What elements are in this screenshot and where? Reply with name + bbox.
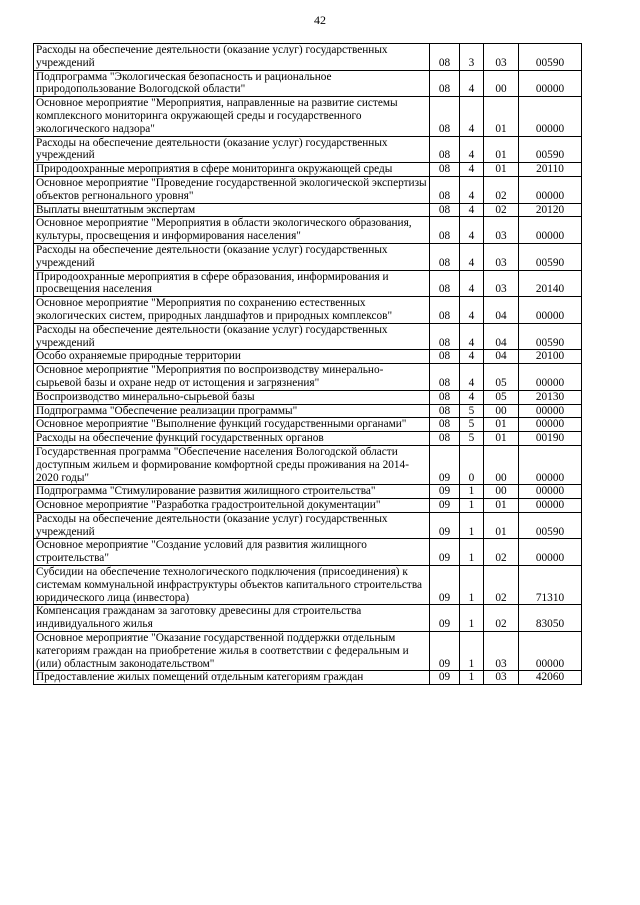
- table-body: [34, 44, 582, 685]
- row-name-cell: Расходы на обеспечение деятельности (оказание услуг) государственных учреждений: [34, 44, 430, 71]
- section-code-cell: 09: [430, 485, 460, 499]
- expense-code-cell: 00590: [519, 323, 582, 350]
- subprogram-code-cell: 4: [460, 350, 484, 364]
- row-name-cell: Подпрограмма "Экологическая безопасность и рациональное природопользование Вологодской области": [34, 70, 430, 97]
- row-name-cell: Основное мероприятие "Разработка градостроительной документации": [34, 499, 430, 513]
- expense-code-cell: 00000: [519, 70, 582, 97]
- table-row: [34, 499, 582, 513]
- table-row: [34, 671, 582, 685]
- section-code-cell: 08: [430, 136, 460, 163]
- event-code-cell: 03: [484, 632, 519, 671]
- subprogram-code-cell: 4: [460, 364, 484, 391]
- table-row: [34, 539, 582, 566]
- section-code-cell: 09: [430, 671, 460, 685]
- table-row: [34, 432, 582, 446]
- section-code-cell: 08: [430, 432, 460, 446]
- subprogram-code-cell: 1: [460, 539, 484, 566]
- event-code-cell: 01: [484, 163, 519, 177]
- table-row: [34, 418, 582, 432]
- subprogram-code-cell: 4: [460, 97, 484, 136]
- table-row: [34, 97, 582, 136]
- row-name-cell: Подпрограмма "Обеспечение реализации программы": [34, 404, 430, 418]
- table-row: [34, 270, 582, 297]
- table-row: [34, 203, 582, 217]
- event-code-cell: 05: [484, 390, 519, 404]
- event-code-cell: 01: [484, 136, 519, 163]
- table-row: [34, 445, 582, 484]
- row-name-cell: Особо охраняемые природные территории: [34, 350, 430, 364]
- event-code-cell: 05: [484, 364, 519, 391]
- subprogram-code-cell: 1: [460, 605, 484, 632]
- section-code-cell: 08: [430, 270, 460, 297]
- section-code-cell: 08: [430, 243, 460, 270]
- event-code-cell: 02: [484, 539, 519, 566]
- row-name-cell: Основное мероприятие "Оказание государственной поддержки отдельным категориям граждан на приобретение жилья в соответствии с федеральным и (или) областным законодательством": [34, 632, 430, 671]
- section-code-cell: 09: [430, 512, 460, 539]
- expense-code-cell: 00000: [519, 418, 582, 432]
- section-code-cell: 08: [430, 97, 460, 136]
- table-row: [34, 297, 582, 324]
- event-code-cell: 00: [484, 445, 519, 484]
- table-row: [34, 605, 582, 632]
- row-name-cell: Компенсация гражданам за заготовку древесины для строительства индивидуального жилья: [34, 605, 430, 632]
- row-name-cell: Природоохранные мероприятия в сфере мониторинга окружающей среды: [34, 163, 430, 177]
- expense-code-cell: 00000: [519, 499, 582, 513]
- row-name-cell: Субсидии на обеспечение технологического подключения (присоединения) к системам коммунальной инфраструктуры объектов капитального строительства юридического лица (инвестора): [34, 566, 430, 605]
- event-code-cell: 03: [484, 243, 519, 270]
- row-name-cell: Основное мероприятие "Проведение государственной экологической экспертизы объектов регнонального уровня": [34, 176, 430, 203]
- subprogram-code-cell: 5: [460, 432, 484, 446]
- table-row: [34, 512, 582, 539]
- table-row: [34, 243, 582, 270]
- event-code-cell: 02: [484, 176, 519, 203]
- event-code-cell: 03: [484, 44, 519, 71]
- event-code-cell: 01: [484, 97, 519, 136]
- budget-classification-table: [33, 43, 582, 685]
- expense-code-cell: 00000: [519, 364, 582, 391]
- event-code-cell: 00: [484, 485, 519, 499]
- event-code-cell: 01: [484, 418, 519, 432]
- row-name-cell: Основное мероприятие "Мероприятия, направленные на развитие системы комплексного мониторинга окружающей среды и государственного экологического надзора": [34, 97, 430, 136]
- expense-code-cell: 00590: [519, 44, 582, 71]
- row-name-cell: Основное мероприятие "Мероприятия в области экологического образования, культуры, просвещения и информирования населения": [34, 217, 430, 244]
- event-code-cell: 04: [484, 350, 519, 364]
- subprogram-code-cell: 1: [460, 499, 484, 513]
- section-code-cell: 08: [430, 418, 460, 432]
- expense-code-cell: 00000: [519, 632, 582, 671]
- section-code-cell: 09: [430, 445, 460, 484]
- expense-code-cell: 20100: [519, 350, 582, 364]
- row-name-cell: Воспроизводство минерально-сырьевой базы: [34, 390, 430, 404]
- table-row: [34, 404, 582, 418]
- subprogram-code-cell: 4: [460, 136, 484, 163]
- event-code-cell: 01: [484, 499, 519, 513]
- event-code-cell: 03: [484, 270, 519, 297]
- section-code-cell: 08: [430, 44, 460, 71]
- subprogram-code-cell: 4: [460, 176, 484, 203]
- table-row: [34, 217, 582, 244]
- expense-code-cell: 20120: [519, 203, 582, 217]
- row-name-cell: Государственная программа "Обеспечение населения Вологодской области доступным жильем и формирование комфортной среды проживания на 2014-2020 годы": [34, 445, 430, 484]
- subprogram-code-cell: 1: [460, 632, 484, 671]
- expense-code-cell: 00590: [519, 243, 582, 270]
- expense-code-cell: 00000: [519, 445, 582, 484]
- event-code-cell: 03: [484, 671, 519, 685]
- section-code-cell: 09: [430, 632, 460, 671]
- subprogram-code-cell: 3: [460, 44, 484, 71]
- event-code-cell: 02: [484, 605, 519, 632]
- row-name-cell: Расходы на обеспечение деятельности (оказание услуг) государственных учреждений: [34, 323, 430, 350]
- expense-code-cell: 00590: [519, 136, 582, 163]
- row-name-cell: Природоохранные мероприятия в сфере образования, информирования и просвещения населения: [34, 270, 430, 297]
- section-code-cell: 08: [430, 203, 460, 217]
- section-code-cell: 08: [430, 176, 460, 203]
- table-row: [34, 364, 582, 391]
- expense-code-cell: 00000: [519, 297, 582, 324]
- table-row: [34, 485, 582, 499]
- table-row: [34, 323, 582, 350]
- expense-code-cell: 71310: [519, 566, 582, 605]
- subprogram-code-cell: 1: [460, 485, 484, 499]
- expense-code-cell: 00190: [519, 432, 582, 446]
- expense-code-cell: 00000: [519, 217, 582, 244]
- section-code-cell: 08: [430, 350, 460, 364]
- event-code-cell: 03: [484, 217, 519, 244]
- expense-code-cell: 00590: [519, 512, 582, 539]
- subprogram-code-cell: 4: [460, 270, 484, 297]
- subprogram-code-cell: 4: [460, 163, 484, 177]
- expense-code-cell: 00000: [519, 485, 582, 499]
- subprogram-code-cell: 4: [460, 297, 484, 324]
- row-name-cell: Расходы на обеспечение функций государственных органов: [34, 432, 430, 446]
- table-row: [34, 390, 582, 404]
- subprogram-code-cell: 4: [460, 203, 484, 217]
- section-code-cell: 08: [430, 390, 460, 404]
- table-row: [34, 136, 582, 163]
- expense-code-cell: 83050: [519, 605, 582, 632]
- table-row: [34, 350, 582, 364]
- expense-code-cell: 20110: [519, 163, 582, 177]
- subprogram-code-cell: 4: [460, 323, 484, 350]
- row-name-cell: Предоставление жилых помещений отдельным категориям граждан: [34, 671, 430, 685]
- section-code-cell: 08: [430, 364, 460, 391]
- section-code-cell: 09: [430, 539, 460, 566]
- event-code-cell: 04: [484, 297, 519, 324]
- event-code-cell: 00: [484, 70, 519, 97]
- subprogram-code-cell: 0: [460, 445, 484, 484]
- table-row: [34, 44, 582, 71]
- subprogram-code-cell: 4: [460, 217, 484, 244]
- row-name-cell: Основное мероприятие "Мероприятия по сохранению естественных экологических систем, природных ландшафтов и природных комплексов": [34, 297, 430, 324]
- subprogram-code-cell: 5: [460, 404, 484, 418]
- event-code-cell: 01: [484, 432, 519, 446]
- row-name-cell: Подпрограмма "Стимулирование развития жилищного строительства": [34, 485, 430, 499]
- section-code-cell: 08: [430, 163, 460, 177]
- expense-code-cell: 00000: [519, 97, 582, 136]
- event-code-cell: 02: [484, 203, 519, 217]
- table-row: [34, 566, 582, 605]
- table-row: [34, 176, 582, 203]
- row-name-cell: Основное мероприятие "Мероприятия по воспроизводству минерально-сырьевой базы и охране недр от истощения и загрязнения": [34, 364, 430, 391]
- subprogram-code-cell: 4: [460, 390, 484, 404]
- section-code-cell: 09: [430, 499, 460, 513]
- row-name-cell: Основное мероприятие "Выполнение функций государственными органами": [34, 418, 430, 432]
- expense-code-cell: 42060: [519, 671, 582, 685]
- section-code-cell: 09: [430, 566, 460, 605]
- section-code-cell: 08: [430, 404, 460, 418]
- table-row: [34, 163, 582, 177]
- expense-code-cell: 20130: [519, 390, 582, 404]
- section-code-cell: 08: [430, 70, 460, 97]
- expense-code-cell: 00000: [519, 176, 582, 203]
- expense-code-cell: 20140: [519, 270, 582, 297]
- table-row: [34, 632, 582, 671]
- section-code-cell: 08: [430, 217, 460, 244]
- subprogram-code-cell: 4: [460, 70, 484, 97]
- event-code-cell: 01: [484, 512, 519, 539]
- section-code-cell: 08: [430, 297, 460, 324]
- subprogram-code-cell: 1: [460, 671, 484, 685]
- subprogram-code-cell: 5: [460, 418, 484, 432]
- row-name-cell: Расходы на обеспечение деятельности (оказание услуг) государственных учреждений: [34, 512, 430, 539]
- section-code-cell: 08: [430, 323, 460, 350]
- expense-code-cell: 00000: [519, 539, 582, 566]
- row-name-cell: Основное мероприятие "Создание условий для развития жилищного строительства": [34, 539, 430, 566]
- event-code-cell: 00: [484, 404, 519, 418]
- subprogram-code-cell: 1: [460, 512, 484, 539]
- expense-code-cell: 00000: [519, 404, 582, 418]
- page-number: 42: [314, 13, 326, 27]
- subprogram-code-cell: 1: [460, 566, 484, 605]
- row-name-cell: Расходы на обеспечение деятельности (оказание услуг) государственных учреждений: [34, 136, 430, 163]
- section-code-cell: 09: [430, 605, 460, 632]
- table-row: [34, 70, 582, 97]
- row-name-cell: Выплаты внештатным экспертам: [34, 203, 430, 217]
- event-code-cell: 02: [484, 566, 519, 605]
- subprogram-code-cell: 4: [460, 243, 484, 270]
- row-name-cell: Расходы на обеспечение деятельности (оказание услуг) государственных учреждений: [34, 243, 430, 270]
- event-code-cell: 04: [484, 323, 519, 350]
